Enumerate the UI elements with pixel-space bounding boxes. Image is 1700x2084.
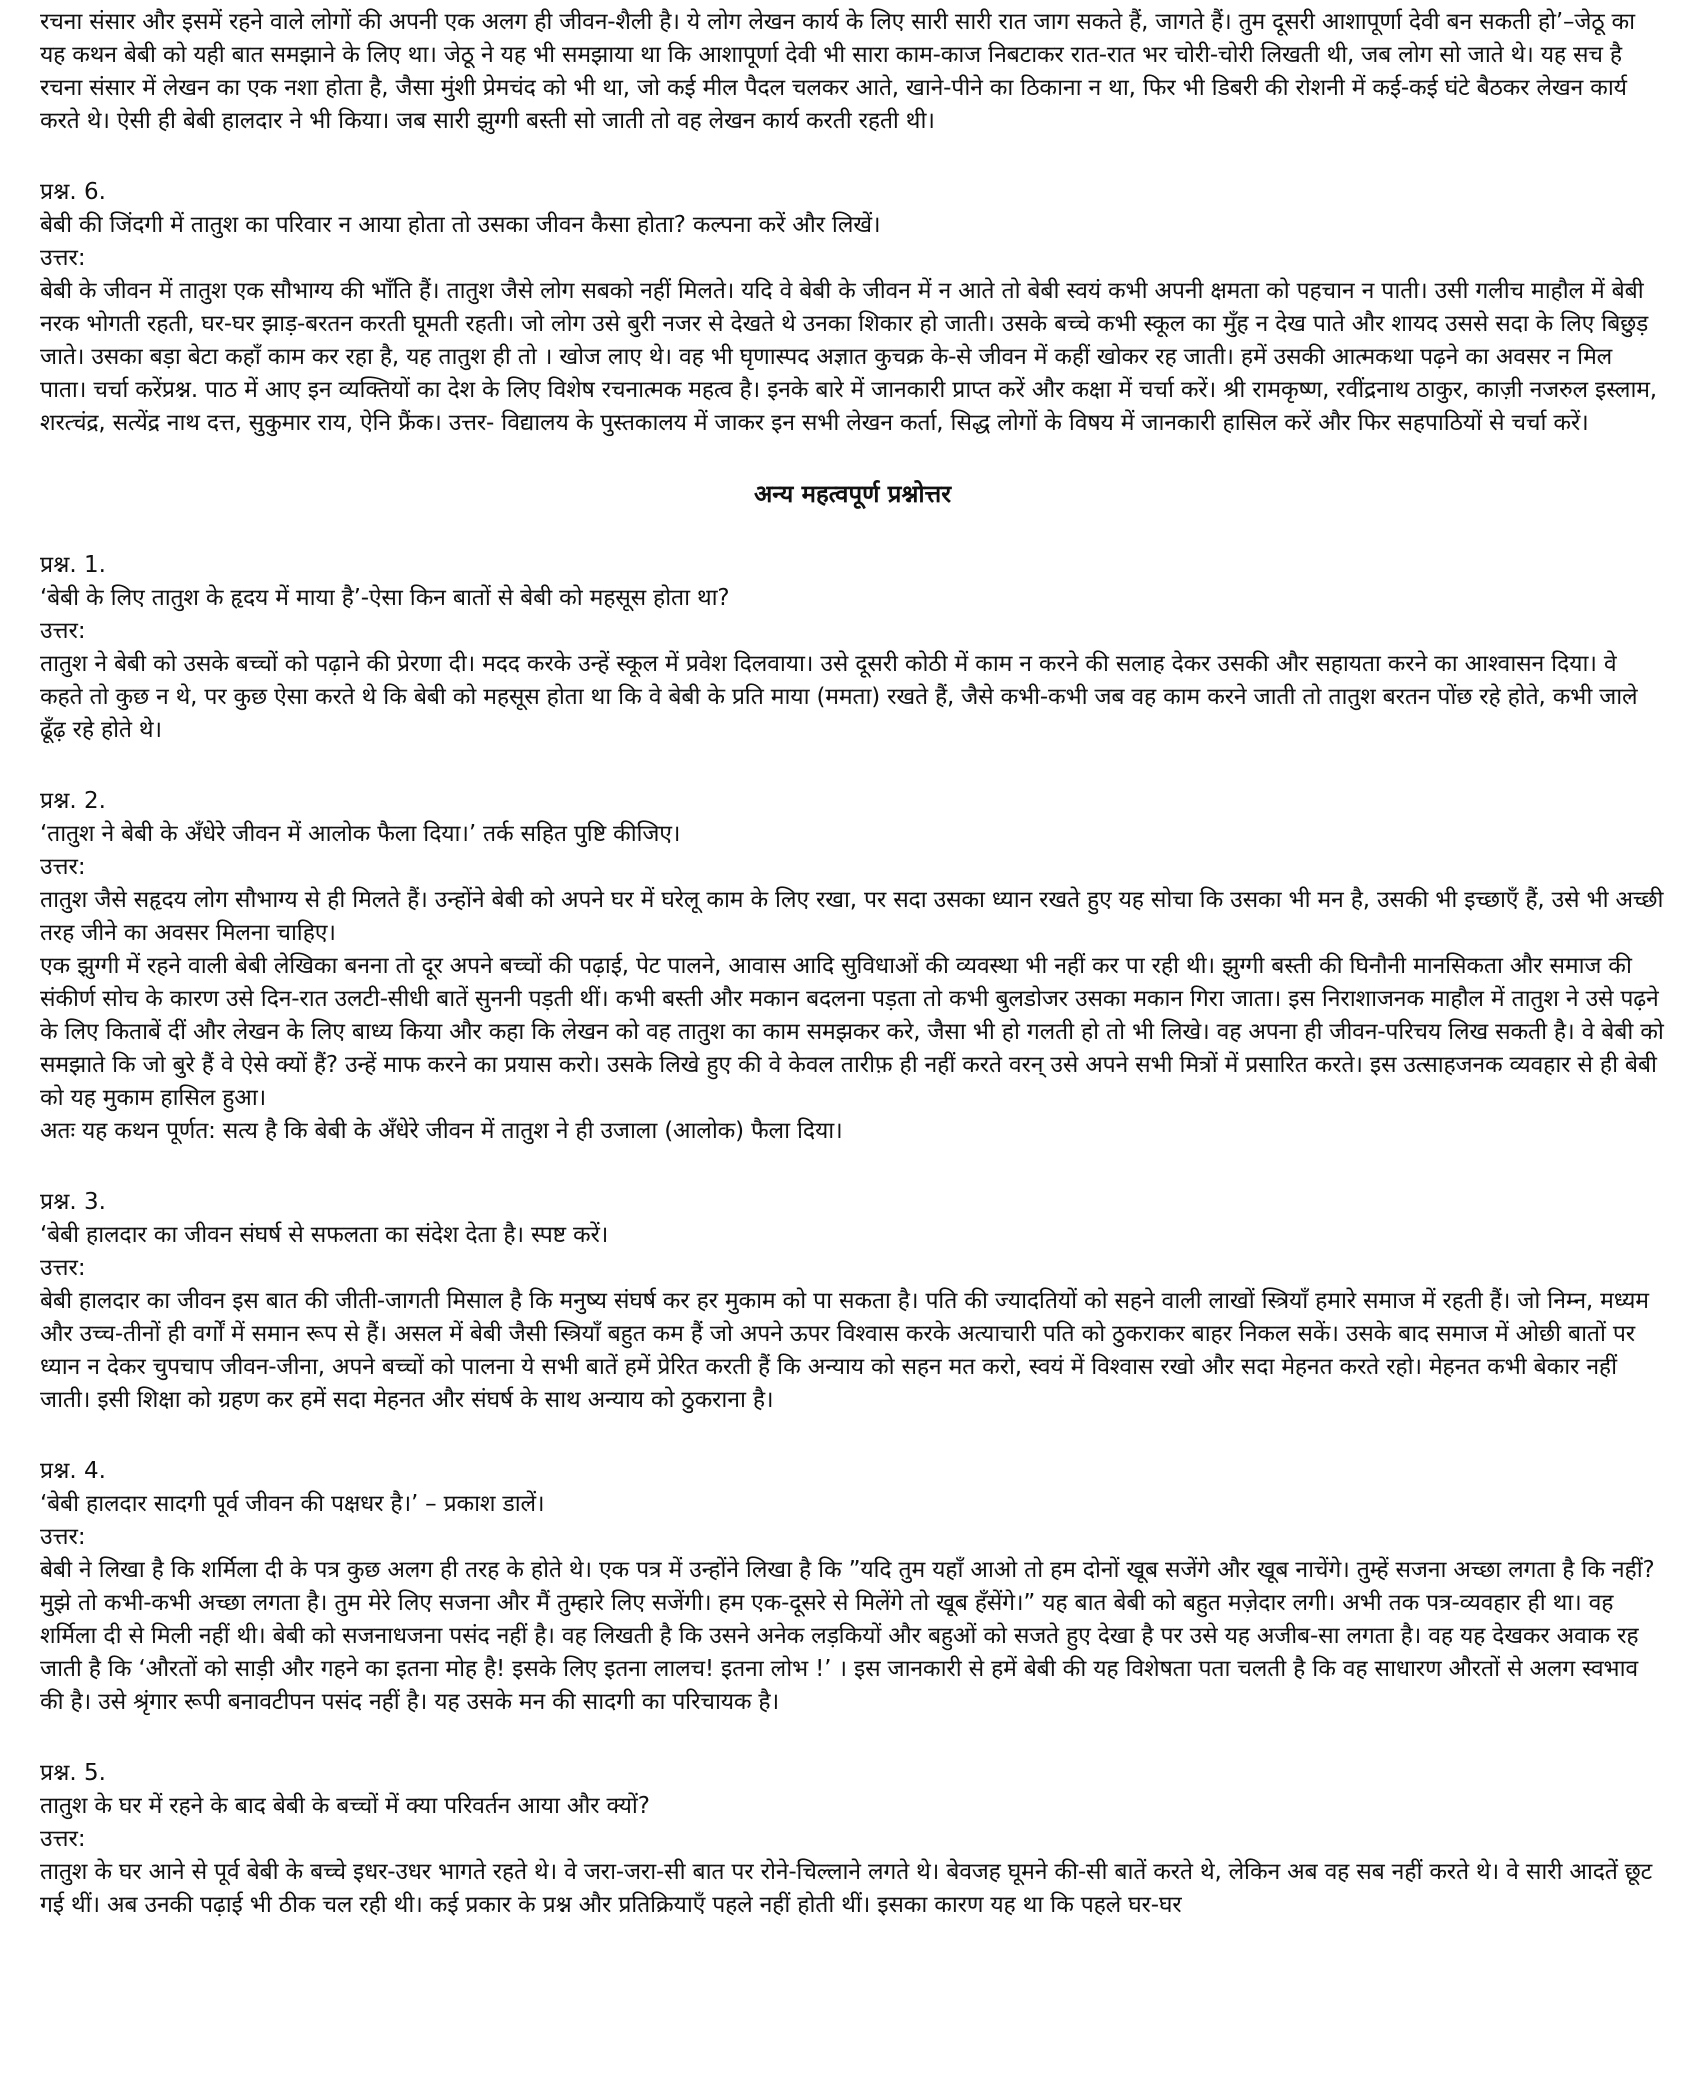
answer-6-label: उत्तर: <box>40 245 86 271</box>
answer-4-text: बेबी ने लिखा है कि शर्मिला दी के पत्र कुछ अलग ही तरह के होते थे। एक पत्र में उन्होंने लिखा है कि ”यदि तुम यहाँ आओ तो हम दोनों खूब सजेंगे और खूब नाचेंगे। तुम्हें सजना अच्छा लगता है कि नहीं? मुझे तो कभी-कभी अच्छा लगता है। तुम मेरे लिए सजना और मैं तुम्हारे लिए सजेंगी। हम एक-दूसरे से मिलेंगे तो खूब हँसेंगे।” यह बात बेबी को बहुत मज़ेदार लगी। अभी तक पत्र-व्यवहार ही था। वह शर्मिला दी से मिली नहीं थी। बेबी को सजनाधजना पसंद नहीं है। वह लिखती है कि उसने अनेक लड़कियों और बहुओं को सजते हुए देखा है पर उसे यह अजीब-सा लगता है। वह यह देखकर अवाक रह जाती है कि ‘औरतों को साड़ी और गहने का इतना मोह है! इसके लिए इतना लालच! इतना लोभ !’ । इस जानकारी से हमें बेबी की यह विशेषता पता चलती है कि वह साधारण औरतों से अलग स्वभाव की है। उसे श्रृंगार रूपी बनावटीपन पसंद नहीं है। यह उसके मन की सादगी का परिचायक है। <box>40 1557 1655 1715</box>
question-6-text: बेबी की जिंदगी में तातुश का परिवार न आया होता तो उसका जीवन कैसा होता? कल्पना करें और लिखें। <box>40 212 881 238</box>
answer-3-label: उत्तर: <box>40 1255 86 1281</box>
question-2-label: प्रश्न. 2. <box>40 788 106 814</box>
answer-2-paragraph-1: तातुश जैसे सहृदय लोग सौभाग्य से ही मिलते हैं। उन्होंने बेबी को अपने घर में घरेलू काम के लिए रखा, पर सदा उसका ध्यान रखते हुए यह सोचा कि उसका भी मन है, उसकी भी इच्छाएँ हैं, उसे भी अच्छी तरह जीने का अवसर मिलना चाहिए। <box>40 887 1664 946</box>
answer-6-text: बेबी के जीवन में तातुश एक सौभाग्य की भाँति हैं। तातुश जैसे लोग सबको नहीं मिलते। यदि वे बेबी के जीवन में न आते तो बेबी स्वयं कभी अपनी क्षमता को पहचान न पाती। उसी गलीच माहौल में बेबी नरक भोगती रहती, घर-घर झाड़-बरतन करती घूमती रहती। जो लोग उसे बुरी नजर से देखते थे उनका शिकार हो जाती। उसके बच्चे कभी स्कूल का मुँह न देख पाते और शायद उससे सदा के लिए बिछुड़ जाते। उसका बड़ा बेटा कहाँ काम कर रहा है, यह तातुश ही तो । खोज लाए थे। वह भी घृणास्पद अज्ञात कुचक्र के-से जीवन में कहीं खोकर रह जाती। हमें उसकी आत्मकथा पढ़ने का अवसर न मिल पाता। चर्चा करेंप्रश्न. पाठ में आए इन व्यक्तियों का देश के लिए विशेष रचनात्मक महत्व है। इनके बारे में जानकारी प्राप्त करें और कक्षा में चर्चा करें। श्री रामकृष्ण, रवींद्रनाथ ठाकुर, काज़ी नजरुल इस्लाम, शरत्चंद्र, सत्येंद्र नाथ दत्त, सुकुमार राय, ऐनि फ्रैंक। उत्तर- विद्यालय के पुस्तकालय में जाकर इन सभी लेखन कर्ता, सिद्ध लोगों के विषय में जानकारी हासिल करें और फिर सहपाठियों से चर्चा करें। <box>40 278 1657 436</box>
question-6-label: प्रश्न. 6. <box>40 179 106 205</box>
section-heading: अन्य महत्वपूर्ण प्रश्नोत्तर <box>753 480 952 508</box>
question-4-label: प्रश्न. 4. <box>40 1458 106 1484</box>
answer-3-text: बेबी हालदार का जीवन इस बात की जीती-जागती मिसाल है कि मनुष्य संघर्ष कर हर मुकाम को पा सकता है। पति की ज्यादतियों को सहने वाली लाखों स्त्रियाँ हमारे समाज में रहती हैं। जो निम्न, मध्यम और उच्च-तीनों ही वर्गों में समान रूप से हैं। असल में बेबी जैसी स्त्रियाँ बहुत कम हैं जो अपने ऊपर विश्वास करके अत्याचारी पति को ठुकराकर बाहर निकल सकें। उसके बाद समाज में ओछी बातों पर ध्यान न देकर चुपचाप जीवन-जीना, अपने बच्चों को पालना ये सभी बातें हमें प्रेरित करती हैं कि अन्याय को सहन मत करो, स्वयं में विश्वास रखो और सदा मेहनत करते रहो। मेहनत कभी बेकार नहीं जाती। इसी शिक्षा को ग्रहण कर हमें सदा मेहनत और संघर्ष के साथ अन्याय को ठुकराना है। <box>40 1288 1649 1413</box>
intro-paragraph: रचना संसार और इसमें रहने वाले लोगों की अपनी एक अलग ही जीवन-शैली है। ये लोग लेखन कार्य के लिए सारी सारी रात जाग सकते हैं, जागते हैं। तुम दूसरी आशापूर्णा देवी बन सकती हो’–जेठू का यह कथन बेबी को यही बात समझाने के लिए था। जेठू ने यह भी समझाया था कि आशापूर्णा देवी भी सारा काम-काज निबटाकर रात-रात भर चोरी-चोरी लिखती थी, जब लोग सो जाते थे। यह सच है रचना संसार में लेखन का एक नशा होता है, जैसा मुंशी प्रेमचंद को भी था, जो कई मील पैदल चलकर आते, खाने-पीने का ठिकाना न था, फिर भी डिबरी की रोशनी में कई-कई घंटे बैठकर लेखन कार्य करते थे। ऐसी ही बेबी हालदार ने भी किया। जब सारी झुग्गी बस्ती सो जाती तो वह लेखन कार्य करती रहती थी। <box>40 9 1635 134</box>
question-3-block <box>40 1186 1665 1417</box>
question-4-block <box>40 1455 1665 1719</box>
question-5-text: तातुश के घर में रहने के बाद बेबी के बच्चों में क्या परिवर्तन आया और क्यों? <box>40 1793 650 1819</box>
answer-2-label: उत्तर: <box>40 854 86 880</box>
question-2-text: ‘तातुश ने बेबी के अँधेरे जीवन में आलोक फैला दिया।’ तर्क सहित पुष्टि कीजिए। <box>40 821 681 847</box>
question-3-text: ‘बेबी हालदार का जीवन संघर्ष से सफलता का संदेश देता है। स्पष्ट करें। <box>40 1222 609 1248</box>
question-2-block <box>40 785 1665 1148</box>
question-4-text: ‘बेबी हालदार सादगी पूर्व जीवन की पक्षधर है।’ – प्रकाश डालें। <box>40 1491 545 1517</box>
question-3-label: प्रश्न. 3. <box>40 1189 106 1215</box>
question-5-block <box>40 1757 1665 1922</box>
answer-5-label: उत्तर: <box>40 1826 86 1852</box>
answer-1-label: उत्तर: <box>40 618 86 644</box>
document-page <box>40 6 1665 1922</box>
question-1-label: प्रश्न. 1. <box>40 552 106 578</box>
question-5-label: प्रश्न. 5. <box>40 1760 106 1786</box>
answer-5-text: तातुश के घर आने से पूर्व बेबी के बच्चे इधर-उधर भागते रहते थे। वे जरा-जरा-सी बात पर रोने-चिल्लाने लगते थे। बेवजह घूमने की-सी बातें करते थे, लेकिन अब वह सब नहीं करते थे। वे सारी आदतें छूट गई थीं। अब उनकी पढ़ाई भी ठीक चल रही थी। कई प्रकार के प्रश्न और प्रतिक्रियाएँ पहले नहीं होती थीं। इसका कारण यह था कि पहले घर-घर <box>40 1859 1653 1918</box>
answer-1-text: तातुश ने बेबी को उसके बच्चों को पढ़ाने की प्रेरणा दी। मदद करके उन्हें स्कूल में प्रवेश दिलवाया। उसे दूसरी कोठी में काम न करने की सलाह देकर उसकी और सहायता करने का आश्वासन दिया। वे कहते तो कुछ न थे, पर कुछ ऐसा करते थे कि बेबी को महसूस होता था कि वे बेबी के प्रति माया (ममता) रखते हैं, जैसे कभी-कभी जब वह काम करने जाती तो तातुश बरतन पोंछ रहे होते, कभी जाले ढूँढ़ रहे होते थे। <box>40 651 1638 743</box>
answer-2-paragraph-3: अतः यह कथन पूर्णत: सत्य है कि बेबी के अँधेरे जीवन में तातुश ने ही उजाला (आलोक) फैला दिया। <box>40 1118 843 1144</box>
question-1-text: ‘बेबी के लिए तातुश के हृदय में माया है’-ऐसा किन बातों से बेबी को महसूस होता था? <box>40 585 730 611</box>
answer-4-label: उत्तर: <box>40 1524 86 1550</box>
question-1-block <box>40 549 1665 747</box>
answer-2-paragraph-2: एक झुग्गी में रहने वाली बेबी लेखिका बनना तो दूर अपने बच्चों की पढ़ाई, पेट पालने, आवास आदि सुविधाओं की व्यवस्था भी नहीं कर पा रही थी। झुग्गी बस्ती की घिनौनी मानसिकता और समाज की संकीर्ण सोच के कारण उसे दिन-रात उलटी-सीधी बातें सुननी पड़ती थीं। कभी बस्ती और मकान बदलना पड़ता तो कभी बुलडोजर उसका मकान गिरा जाता। इस निराशाजनक माहौल में तातुश ने उसे पढ़ने के लिए किताबें दीं और लेखन के लिए बाध्य किया और कहा कि लेखन को वह तातुश का काम समझकर करे, जैसा भी हो गलती हो तो भी लिखे। वह अपना ही जीवन-परिचय लिख सकती है। वे बेबी को समझाते कि जो बुरे हैं वे ऐसे क्यों हैं? उन्हें माफ करने का प्रयास करो। उसके लिखे हुए की वे केवल तारीफ़ ही नहीं करते वरन् उसे अपने सभी मित्रों में प्रसारित करते। इस उत्साहजनक व्यवहार से ही बेबी को यह मुकाम हासिल हुआ। <box>40 953 1664 1111</box>
question-6-block <box>40 176 1665 440</box>
